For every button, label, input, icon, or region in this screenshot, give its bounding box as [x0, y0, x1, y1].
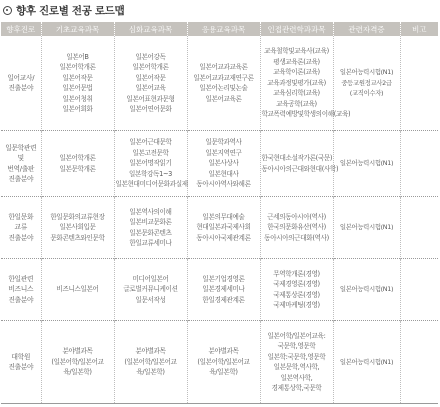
cell-line: 경제통상학,국문학 — [271, 384, 322, 392]
cell-line: 일본어명작읽기 — [129, 159, 172, 168]
cell-line: 육/일본학) — [63, 368, 92, 377]
cell-line: 교류 — [14, 223, 27, 232]
cell-line: 일본학강독1~3 — [129, 169, 172, 178]
cell-line: 일본어능력시험(N1) — [339, 357, 394, 366]
title-text: 향후 진로별 전공 로드맵 — [16, 4, 125, 17]
cell-line: 일본역사학, — [280, 373, 313, 382]
cell-line: 일본어연어문화 — [129, 105, 172, 113]
cell-line: 교육철학및교육사(교육) — [264, 47, 329, 56]
cell-line: 한일문화의교류현장 — [50, 212, 105, 221]
section-title — [3, 3, 125, 17]
header-basic: 기초교육과목 — [41, 22, 114, 36]
header-applied: 응용교육과목 — [187, 22, 260, 36]
cell-applied — [187, 197, 260, 259]
cell-note — [400, 259, 438, 321]
cell-line: 일본어문법 — [62, 84, 93, 92]
header-note: 비고 — [400, 22, 438, 36]
cell-line: 동아시아의근대와현대(사학) — [261, 164, 339, 173]
cell-line: 일본경제세미나 — [202, 285, 245, 294]
cell-applied — [187, 36, 260, 131]
table-row — [1, 321, 438, 404]
cell-line: 국제통상론(경영) — [273, 290, 320, 299]
header-advanced: 심화교육과목 — [114, 22, 187, 36]
cell-line: 분야별과목 — [135, 347, 166, 356]
cell-line: 동아시아역사와해론 — [196, 180, 251, 189]
cell-line: 일어교사/ — [7, 73, 35, 82]
cell-line: 교육심리학(교육) — [273, 89, 320, 98]
cell-cert — [333, 259, 400, 321]
cell-line: 현대일본과국제사회 — [196, 223, 251, 232]
cell-line: 일본어능력시험(N1) — [339, 285, 394, 294]
cell-line: 일본현대미디어문화과실제 — [115, 180, 188, 189]
cell-line: 일본어학개론 — [59, 63, 96, 71]
cell-line: 일본어교과교육론 — [199, 63, 248, 71]
cell-line: 문화콘텐츠와인문학 — [50, 233, 105, 242]
cell-career — [1, 321, 41, 404]
table-row — [1, 197, 438, 259]
cell-line: 동아시아국제관계론 — [196, 233, 251, 242]
cell-line: 교육과정및평가(교육) — [267, 78, 326, 87]
cell-line: 일본기업경영론 — [202, 274, 245, 283]
cell-line: 일본어청취 — [62, 94, 93, 103]
table-row — [1, 131, 438, 197]
cell-basic — [41, 321, 114, 404]
cell-line: 학교폭력예방및학생의이해(교육) — [261, 110, 351, 119]
cell-career — [1, 131, 41, 197]
cell-line: 진출분야 — [8, 175, 34, 183]
cell-line: 한국의문화유산(역사) — [267, 223, 326, 232]
cell-line: 육/일본학) — [136, 368, 165, 377]
cell-line: 비즈니스일본어 — [56, 285, 99, 294]
cell-line: 일본어교육론 — [205, 94, 242, 103]
cell-adjacent — [260, 259, 333, 321]
cell-line: 번역/출판 — [7, 164, 35, 173]
cell-line: 진출분야 — [8, 295, 34, 304]
cell-line: 일본어논리및논술 — [199, 84, 248, 92]
cell-line: 일본어B — [66, 52, 89, 61]
cell-adjacent — [260, 36, 351, 131]
cell-line: 일본고전문학 — [132, 148, 169, 157]
cell-line: 일본어능력시험(N1) — [339, 159, 394, 168]
cell-line: 일본어능력시험(N1) — [339, 223, 394, 232]
cell-line: 일본어교육 — [135, 84, 166, 92]
cell-basic — [41, 197, 114, 259]
cell-basic — [41, 36, 114, 131]
cell-line: 비즈니스 — [8, 285, 34, 294]
cell-line: 동아시아의근대화(역사) — [264, 233, 329, 242]
table-row — [1, 259, 438, 321]
cell-line: 무역학개론(경영) — [273, 269, 320, 278]
cell-line: 일본사상사 — [208, 159, 239, 168]
cell-cert — [333, 197, 400, 259]
cell-note — [400, 131, 438, 197]
cell-line: 일본문화콘텐츠 — [129, 228, 172, 237]
target-circle-icon — [3, 6, 12, 15]
cell-line: 글로벌커뮤니케이션 — [123, 285, 178, 294]
cell-line: 일본어작문 — [135, 73, 166, 82]
cell-line: 평생교육론(교육) — [273, 57, 320, 66]
cell-line: 한국현대소설작가론(국문) — [261, 154, 333, 162]
cell-line: 및 — [17, 154, 24, 162]
cell-line: 일본현대사 — [208, 169, 239, 178]
cell-basic — [41, 259, 114, 321]
cell-line: 일본어강독 — [135, 52, 166, 61]
cell-line: 일본지역연구 — [205, 148, 242, 157]
header-cert: 관련자격증 — [333, 22, 400, 36]
cell-line: 미디어일본어 — [132, 274, 169, 283]
cell-line: (일본어학/일본어교 — [197, 357, 250, 366]
cell-line: 일본어교과교재연구론 — [193, 73, 254, 82]
cell-advanced — [114, 321, 187, 404]
cell-line: 국제마케팅(경영) — [273, 301, 320, 309]
cell-advanced — [114, 197, 187, 259]
cell-line: 진출분야 — [8, 84, 34, 92]
cell-line: (교직이수자) — [349, 89, 384, 98]
cell-adjacent — [260, 131, 339, 197]
cell-line: 교육공학(교육) — [276, 99, 317, 108]
cell-line: 일본어학개론 — [132, 63, 169, 71]
cell-adjacent — [260, 321, 333, 404]
cell-career — [1, 259, 41, 321]
cell-note — [400, 36, 438, 131]
cell-line: 진출분야 — [8, 363, 34, 371]
cell-line: 일본문학개론 — [59, 164, 96, 173]
cell-cert — [333, 131, 400, 197]
cell-line: 일문서작성 — [135, 295, 166, 304]
cell-line: 일본어근대문학 — [129, 138, 172, 147]
cell-line: 육/일본학) — [209, 368, 238, 377]
cell-line: 한일관련 — [8, 274, 34, 283]
cell-line: 일본역사의이해 — [129, 207, 172, 216]
cell-advanced — [114, 131, 187, 197]
cell-line: 한일문화 — [8, 212, 34, 221]
cell-line: 일본어학개론 — [59, 154, 96, 162]
cell-applied — [187, 321, 260, 404]
cell-applied — [187, 131, 260, 197]
cell-career — [1, 36, 41, 131]
cell-adjacent — [260, 197, 333, 259]
cell-advanced — [114, 36, 187, 131]
cell-line: 한일교류세미나 — [129, 239, 172, 247]
cell-line: 분야별과목 — [62, 347, 93, 356]
cell-line: 근세의동아시아(역사) — [267, 212, 326, 221]
cell-line: 분야별과목 — [208, 347, 239, 356]
cell-line: 일본어표현과문형 — [126, 94, 175, 103]
cell-line: 일문학관련 — [5, 143, 37, 152]
cell-line: 국제경영론(경영) — [273, 280, 320, 288]
cell-line: 일본비교문화론 — [129, 218, 172, 226]
header-adjacent: 인접관련학과과목 — [260, 22, 333, 36]
table-row — [1, 36, 438, 131]
cell-line: 일본어작문 — [62, 73, 93, 82]
cell-basic — [41, 131, 114, 197]
cell-line: 한일경제관계론 — [202, 295, 245, 304]
cell-note — [400, 321, 438, 404]
cell-line: 일본학:국문학,영문학 — [267, 352, 326, 361]
cell-line: 일문학과역사 — [205, 138, 242, 147]
cell-line: 일본의무대예술 — [202, 212, 245, 221]
cell-applied — [187, 259, 260, 321]
cell-note — [400, 197, 438, 259]
cell-line: 교육학이론(교육) — [273, 68, 320, 77]
cell-line: 일본문학,역사학, — [273, 363, 320, 371]
cell-cert — [333, 321, 400, 404]
cell-line: 일본어능력시험(N1) — [339, 68, 394, 77]
cell-line: 일본어회화 — [62, 105, 93, 113]
cell-line: 중등교원정교사2급 — [341, 78, 392, 87]
roadmap-table — [1, 22, 438, 404]
cell-career — [1, 197, 41, 259]
cell-advanced — [114, 259, 187, 321]
header-career: 향후진로 — [1, 22, 41, 36]
cell-line: 진출분야 — [8, 233, 34, 242]
cell-line: 일본어학/일본어교육: — [267, 331, 326, 340]
cell-line: 국문학,영문학 — [277, 342, 316, 350]
cell-line: (일본어학/일본어교 — [51, 357, 104, 366]
cell-line: 대학원 — [11, 352, 31, 361]
cell-line: (일본어학/일본어교 — [124, 357, 177, 366]
header-row — [1, 22, 438, 36]
cell-line: 일본사회입문 — [59, 223, 96, 232]
